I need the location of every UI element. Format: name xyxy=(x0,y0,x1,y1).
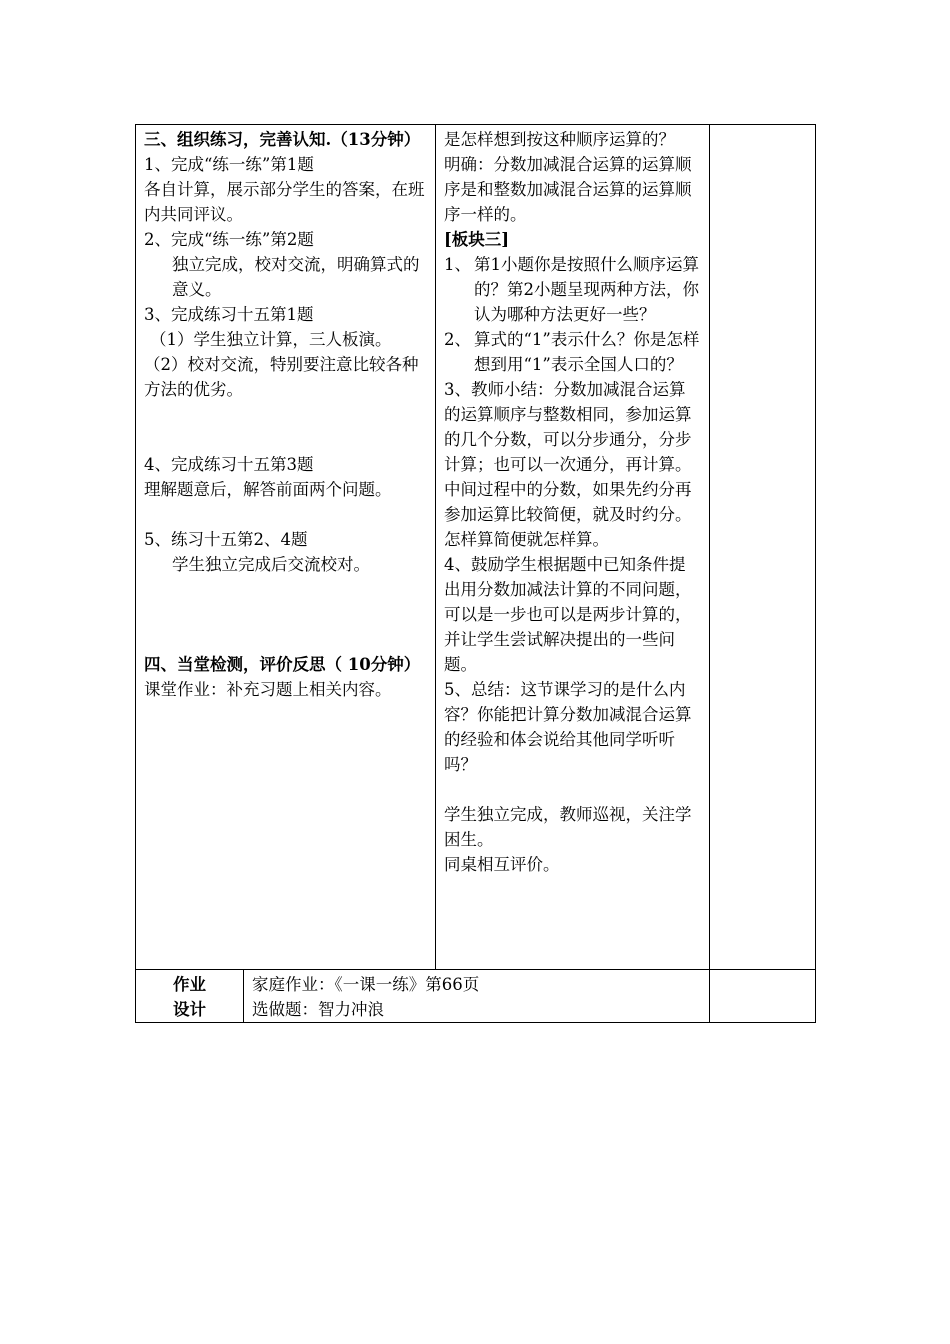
homework-notes-cell xyxy=(710,970,816,1023)
question-1-number: 1、 xyxy=(444,255,471,274)
block-label: [板块三] xyxy=(444,230,510,249)
practice-item-5: 5、练习十五第2、4题 xyxy=(144,530,308,549)
question-1-text: 第1小题你是按照什么顺序运算的？第2小题呈现两种方法，你认为哪种方法更好一些？ xyxy=(474,255,699,324)
practice-item-2-desc-text: 独立完成，校对交流，明确算式的意义。 xyxy=(172,255,420,299)
spacer xyxy=(144,402,427,452)
homework-label-cell xyxy=(136,970,244,1023)
practice-item-3-sub2: （2）校对交流，特别要注意比较各种方法的优劣。 xyxy=(144,355,419,399)
practice-note: 学生独立完成，教师巡视，关注学困生。 xyxy=(444,805,692,849)
spacer xyxy=(144,502,427,527)
homework-line-2: 选做题：智力冲浪 xyxy=(252,1000,384,1019)
question-2-text: 算式的“1”表示什么？你是怎样想到用“1”表示全国人口的？ xyxy=(474,330,700,374)
practice-item-4-desc: 理解题意后，解答前面两个问题。 xyxy=(144,480,392,499)
notes-cell xyxy=(710,125,816,970)
encourage-text: 4、鼓励学生根据题中已知条件提出用分数加减法计算的不同问题，可以是一步也可以是两步计算的，并让学生尝试解决提出的一些问题。 xyxy=(444,555,692,674)
question-1 xyxy=(444,252,701,327)
intro-question: 是怎样想到按这种顺序运算的？ xyxy=(444,130,675,149)
teacher-summary: 3、教师小结：分数加减混合运算的运算顺序与整数相同，参加运算的几个分数，可以分步通分，分步计算；也可以一次通分，再计算。中间过程中的分数，如果先约分再参加运算比较简便，就及时约分。怎样算简便就怎样算。 xyxy=(444,380,692,549)
practice-item-3: 3、完成练习十五第1题 xyxy=(144,305,314,324)
homework-line-1: 家庭作业：《一课一练》第66页 xyxy=(252,975,480,994)
practice-item-1-desc: 各自计算，展示部分学生的答案，在班内共同评议。 xyxy=(144,180,425,224)
class-homework: 课堂作业：补充习题上相关内容。 xyxy=(144,680,392,699)
question-2-number: 2、 xyxy=(444,330,471,349)
homework-label-line1: 作业 xyxy=(173,975,206,994)
spacer xyxy=(444,777,701,802)
teacher-activity-cell xyxy=(436,125,710,970)
homework-row xyxy=(136,970,816,1023)
question-2 xyxy=(444,327,701,377)
practice-item-2-desc xyxy=(144,252,427,302)
main-row xyxy=(136,125,816,970)
peer-review-note: 同桌相互评价。 xyxy=(444,855,560,874)
lesson-plan-table xyxy=(135,124,816,1023)
spacer xyxy=(144,577,427,652)
teaching-process-cell xyxy=(136,125,436,970)
section3-title: 三、组织练习，完善认知.（13分钟） xyxy=(144,130,421,149)
homework-content-cell xyxy=(244,970,710,1023)
practice-item-1: 1、完成“练一练”第1题 xyxy=(144,155,314,174)
lesson-summary: 5、总结：这节课学习的是什么内容？你能把计算分数加减混合运算的经验和体会说给其他同学听听吗？ xyxy=(444,680,692,774)
practice-item-3-sub1: （1）学生独立计算，三人板演。 xyxy=(150,330,392,349)
section4-title: 四、当堂检测，评价反思（ 10分钟） xyxy=(144,655,421,674)
clarify-text: 明确：分数加减混合运算的运算顺序是和整数加减混合运算的运算顺序一样的。 xyxy=(444,155,692,224)
practice-item-5-desc: 学生独立完成后交流校对。 xyxy=(172,555,370,574)
practice-item-4: 4、完成练习十五第3题 xyxy=(144,455,314,474)
homework-label-line2: 设计 xyxy=(173,1000,206,1019)
practice-item-2: 2、完成“练一练”第2题 xyxy=(144,230,314,249)
